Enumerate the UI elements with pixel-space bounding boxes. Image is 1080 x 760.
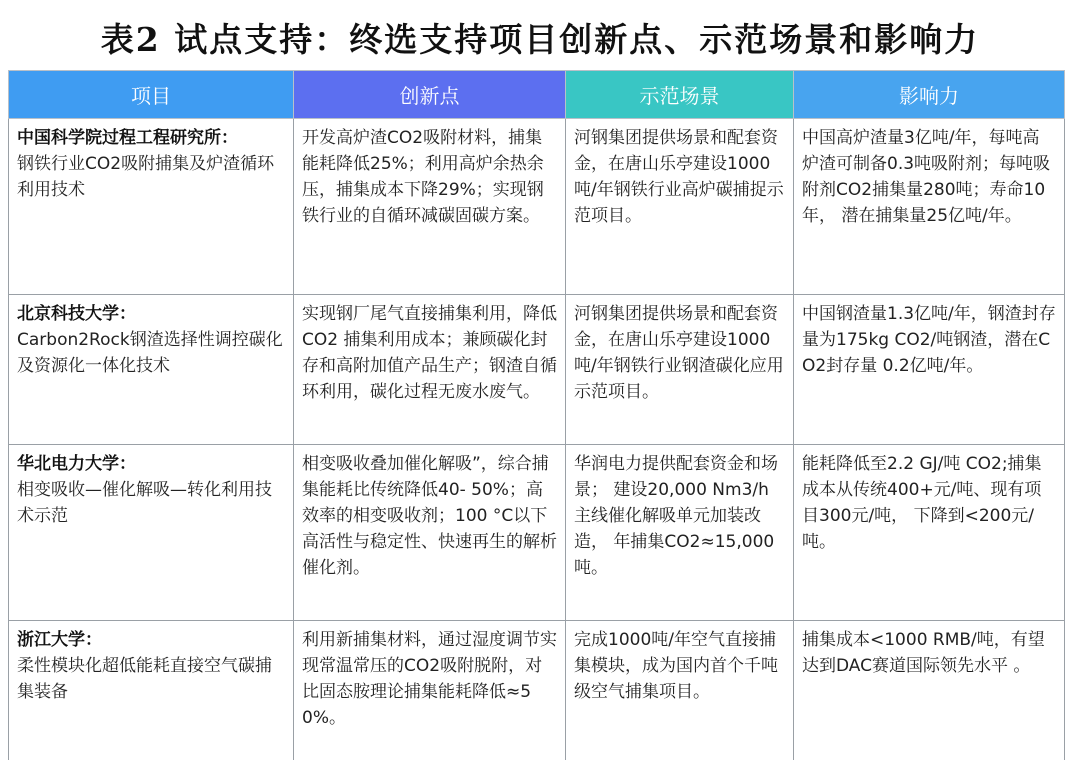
impact-text: 中国钢渣量1.3亿吨/年，钢渣封存量为175kg CO2/吨钢渣，潜在CO2封存量 0.2亿吨/年。 [802, 304, 1056, 376]
innovation-text: 利用新捕集材料，通过湿度调节实现常温常压的CO2吸附脱附，对比固态胺理论捕集能耗降低≈50%。 [302, 630, 557, 728]
scenario-cell [566, 295, 794, 445]
header-project: 项目 [9, 71, 294, 119]
innovation-text: 开发高炉渣CO2吸附材料，捕集能耗降低25%；利用高炉余热余压，捕集成本下降29%；实现钢铁行业的自循环减碳固碳方案。 [302, 128, 544, 226]
impact-cell [794, 621, 1065, 760]
table-row [9, 295, 1065, 445]
project-cell [9, 445, 294, 621]
project-cell [9, 621, 294, 760]
table-row [9, 621, 1065, 760]
impact-text: 捕集成本<1000 RMB/吨，有望达到DAC赛道国际领先水平 。 [802, 630, 1045, 676]
project-cell [9, 295, 294, 445]
organization-name: 中国科学院过程工程研究所： [17, 128, 238, 148]
project-table [8, 70, 1065, 760]
table-title: 表2 试点支持：终选支持项目创新点、示范场景和影响力 [100, 20, 980, 59]
scenario-text: 完成1000吨/年空气直接捕集模块，成为国内首个千吨级空气捕集项目。 [574, 630, 778, 702]
impact-cell [794, 295, 1065, 445]
scenario-cell [566, 445, 794, 621]
scenario-cell [566, 119, 794, 295]
table-row [9, 119, 1065, 295]
innovation-cell [294, 295, 566, 445]
innovation-cell [294, 445, 566, 621]
scenario-text: 华润电力提供配套资金和场景； 建设20,000 Nm3/h主线催化解吸单元加装改造， 年捕集CO2≈15,000 吨。 [574, 454, 778, 578]
impact-text: 能耗降低至2.2 GJ/吨 CO2;捕集成本从传统400+元/吨、现有项目300元/吨， 下降到<200元/吨。 [802, 454, 1042, 552]
organization-name: 浙江大学： [17, 630, 102, 650]
impact-cell [794, 119, 1065, 295]
project-name: 相变吸收—催化解吸—转化利用技术示范 [17, 480, 272, 526]
organization-name: 华北电力大学： [17, 454, 136, 474]
innovation-cell [294, 119, 566, 295]
scenario-text: 河钢集团提供场景和配套资金，在唐山乐亭建设1000吨/年钢铁行业钢渣碳化应用示范项目。 [574, 304, 784, 402]
impact-cell [794, 445, 1065, 621]
innovation-cell [294, 621, 566, 760]
header-impact: 影响力 [794, 71, 1065, 119]
project-cell [9, 119, 294, 295]
organization-name: 北京科技大学： [17, 304, 136, 324]
header-scenario: 示范场景 [566, 71, 794, 119]
innovation-text: 实现钢厂尾气直接捕集利用，降低CO2 捕集利用成本；兼顾碳化封存和高附加值产品生产；钢渣自循环利用，碳化过程无废水废气。 [302, 304, 557, 402]
scenario-cell [566, 621, 794, 760]
project-name: Carbon2Rock钢渣选择性调控碳化及资源化一体化技术 [17, 330, 283, 376]
table-row [9, 445, 1065, 621]
header-row [9, 71, 1065, 119]
innovation-text: 相变吸收叠加催化解吸”，综合捕集能耗比传统降低40- 50%；高效率的相变吸收剂；100 °C以下高活性与稳定性、快速再生的解析催化剂。 [302, 454, 557, 578]
header-innovation: 创新点 [294, 71, 566, 119]
impact-text: 中国高炉渣量3亿吨/年，每吨高炉渣可制备0.3吨吸附剂；每吨吸附剂CO2捕集量280吨；寿命10年， 潜在捕集量25亿吨/年。 [802, 128, 1051, 226]
project-name: 柔性模块化超低能耗直接空气碳捕集装备 [17, 656, 272, 702]
scenario-text: 河钢集团提供场景和配套资金，在唐山乐亭建设1000吨/年钢铁行业高炉碳捕捉示范项目。 [574, 128, 784, 226]
project-name: 钢铁行业CO2吸附捕集及炉渣循环利用技术 [17, 154, 275, 200]
